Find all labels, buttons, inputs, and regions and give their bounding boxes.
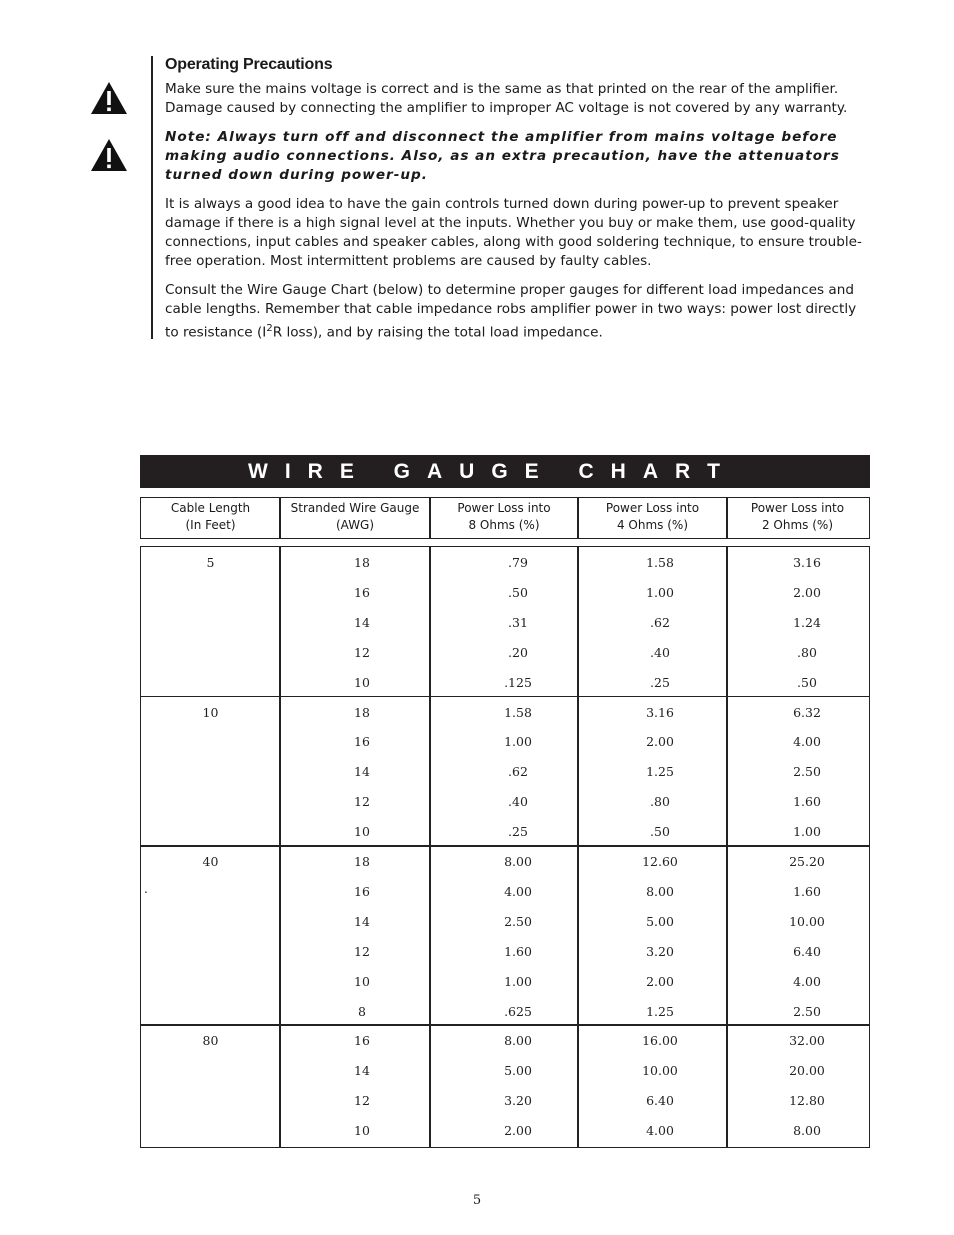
loss-8-ohm-cell: .79 [508, 555, 528, 570]
loss-2-ohm-cell: 3.16 [793, 555, 821, 570]
loss-2-ohm-cell: 6.32 [793, 704, 821, 720]
loss-4-ohm-cell: 4.00 [646, 1123, 674, 1139]
loss-2-ohm-cell: 8.00 [793, 1123, 821, 1139]
loss-8-ohm-cell: .625 [504, 1003, 532, 1019]
loss-4-ohm-cell: 5.00 [646, 913, 674, 929]
wire-gauge-paragraph: Consult the Wire Gauge Chart (below) to determine proper gauges for different load impedances and cable lengths. Remember that cable impedance robs amplifier power in two ways: power lost directly to resistance ($I^2R$ loss), and by raising the total load impedance. [165, 282, 857, 341]
page-number: 5 [472, 1193, 482, 1208]
loss-8-ohm-cell: .50 [508, 584, 528, 600]
loss-4-ohm-cell: 8.00 [646, 883, 674, 899]
loss-8-ohm-cell: .62 [508, 764, 528, 780]
loss-2-ohm-cell: 10.00 [789, 913, 825, 929]
loss-2-ohm-cell: 1.60 [793, 883, 821, 899]
gauge-cell: 14 [354, 764, 370, 780]
mains-voltage-paragraph: Make sure the mains voltage is correct and is the same as that printed on the rear of the amplifier. Damage caused by connecting the amplifier to improper AC voltage is not covered by any warranty. [165, 81, 848, 116]
column-header-line: (In Feet) [185, 518, 236, 532]
loss-4-ohm-cell: 1.25 [646, 1003, 674, 1019]
group-divider [141, 696, 869, 698]
column-divider [577, 547, 579, 1147]
loss-8-ohm-cell: 8.00 [504, 854, 532, 869]
loss-8-ohm-cell: 1.00 [504, 734, 532, 750]
gauge-cell: 18 [354, 854, 370, 869]
loss-8-ohm-cell: 8.00 [504, 1033, 532, 1049]
group-divider [141, 1024, 869, 1026]
cable-length-cell: 80 [202, 1033, 219, 1049]
column-header [578, 500, 727, 534]
stray-mark: . [144, 882, 148, 896]
note-paragraph: Note: Always turn off and disconnect the amplifier from mains voltage before making audio connections. Also, as an extra precaution, have the attenuators turned down during power-up. [165, 129, 840, 183]
loss-2-ohm-cell: 4.00 [793, 734, 821, 750]
loss-4-ohm-cell: 1.25 [646, 764, 674, 780]
column-divider [726, 547, 728, 1147]
gauge-cell: 12 [354, 644, 370, 660]
loss-8-ohm-cell: 5.00 [504, 1063, 532, 1079]
loss-2-ohm-cell: .80 [797, 644, 817, 660]
loss-2-ohm-cell: 2.00 [793, 584, 821, 600]
chart-header [140, 497, 870, 539]
column-header [430, 500, 578, 534]
loss-8-ohm-cell: .20 [508, 644, 528, 660]
loss-8-ohm-cell: .40 [508, 794, 528, 810]
column-divider [279, 547, 281, 1147]
gauge-cell: 14 [354, 614, 370, 630]
gauge-cell: 12 [354, 943, 370, 959]
column-header [280, 500, 430, 534]
gauge-cell: 8 [358, 1003, 366, 1019]
warning-triangle-icon [89, 80, 129, 116]
column-header-line: Power Loss into [750, 501, 845, 515]
warning-triangle-icon [89, 137, 129, 173]
loss-2-ohm-cell: 25.20 [789, 854, 825, 869]
column-header-line: (AWG) [335, 518, 375, 532]
loss-4-ohm-cell: 16.00 [642, 1033, 678, 1049]
column-header [141, 500, 280, 534]
loss-4-ohm-cell: .50 [650, 824, 670, 840]
gauge-cell: 16 [354, 883, 370, 899]
chart-banner: WIRE GAUGE CHART [140, 455, 870, 488]
column-header-line: Power Loss into [457, 501, 551, 515]
loss-4-ohm-cell: .25 [650, 674, 670, 690]
chart-body [140, 546, 870, 1148]
gauge-cell: 12 [354, 1093, 370, 1109]
loss-2-ohm-cell: 1.60 [793, 794, 821, 810]
loss-4-ohm-cell: .62 [650, 614, 670, 630]
loss-2-ohm-cell: 12.80 [789, 1093, 825, 1109]
loss-2-ohm-cell: 2.50 [793, 1003, 821, 1019]
loss-2-ohm-cell: 6.40 [793, 943, 821, 959]
loss-2-ohm-cell: 4.00 [793, 973, 821, 989]
loss-4-ohm-cell: 3.16 [646, 704, 674, 720]
loss-8-ohm-cell: 2.50 [504, 913, 532, 929]
column-header-line: 2 Ohms (%) [761, 518, 834, 532]
column-divider [429, 547, 431, 1147]
column-header-line: Stranded Wire Gauge [290, 501, 420, 515]
gauge-cell: 14 [354, 1063, 370, 1079]
section-heading: Operating Precautions [165, 56, 333, 73]
loss-4-ohm-cell: 6.40 [646, 1093, 674, 1109]
loss-4-ohm-cell: .80 [650, 794, 670, 810]
gauge-cell: 16 [354, 584, 370, 600]
loss-2-ohm-cell: 2.50 [793, 764, 821, 780]
gauge-cell: 16 [354, 1033, 370, 1049]
loss-4-ohm-cell: 3.20 [646, 943, 674, 959]
gauge-cell: 10 [354, 1123, 370, 1139]
loss-8-ohm-cell: 3.20 [504, 1093, 532, 1109]
loss-8-ohm-cell: .125 [504, 674, 532, 690]
gauge-cell: 14 [354, 913, 370, 929]
loss-8-ohm-cell: 1.00 [504, 973, 532, 989]
section-rule [151, 56, 153, 339]
cable-length-cell: 10 [202, 704, 219, 720]
loss-4-ohm-cell: .40 [650, 644, 670, 660]
loss-8-ohm-cell: 2.00 [504, 1123, 532, 1139]
column-header-line: Cable Length [170, 501, 251, 515]
loss-4-ohm-cell: 1.58 [646, 555, 674, 570]
loss-4-ohm-cell: 2.00 [646, 973, 674, 989]
loss-2-ohm-cell: 32.00 [789, 1033, 825, 1049]
cable-length-cell: 5 [206, 555, 215, 570]
loss-4-ohm-cell: 1.00 [646, 584, 674, 600]
cable-length-cell: 40 [202, 854, 219, 869]
column-header-line: Power Loss into [605, 501, 700, 515]
loss-2-ohm-cell: 1.24 [793, 614, 821, 630]
loss-8-ohm-cell: 4.00 [504, 883, 532, 899]
gauge-cell: 10 [354, 674, 370, 690]
gauge-cell: 18 [354, 555, 370, 570]
gauge-cell: 12 [354, 794, 370, 810]
loss-2-ohm-cell: 20.00 [789, 1063, 825, 1079]
loss-8-ohm-cell: 1.60 [504, 943, 532, 959]
column-header [727, 500, 868, 534]
group-divider [141, 845, 869, 847]
gauge-cell: 18 [354, 704, 370, 720]
loss-4-ohm-cell: 2.00 [646, 734, 674, 750]
gauge-cell: 16 [354, 734, 370, 750]
loss-8-ohm-cell: .31 [508, 614, 528, 630]
gauge-cell: 10 [354, 973, 370, 989]
loss-2-ohm-cell: 1.00 [793, 824, 821, 840]
operating-precautions-section [165, 56, 865, 353]
column-header-line: 4 Ohms (%) [616, 518, 689, 532]
column-header-line: 8 Ohms (%) [468, 518, 540, 532]
loss-2-ohm-cell: .50 [797, 674, 817, 690]
loss-8-ohm-cell: 1.58 [504, 704, 532, 720]
gauge-cell: 10 [354, 824, 370, 840]
gain-controls-paragraph: It is always a good idea to have the gain controls turned down during power-up to prevent speaker damage if there is a high signal level at the inputs. Whether you buy or make them, use good-quality connections, input cables and speaker cables, along with good soldering technique, to ensure trouble-free operation. Most intermittent problems are caused by faulty cables. [165, 196, 862, 269]
loss-4-ohm-cell: 10.00 [642, 1063, 678, 1079]
loss-8-ohm-cell: .25 [508, 824, 528, 840]
loss-4-ohm-cell: 12.60 [642, 854, 678, 869]
